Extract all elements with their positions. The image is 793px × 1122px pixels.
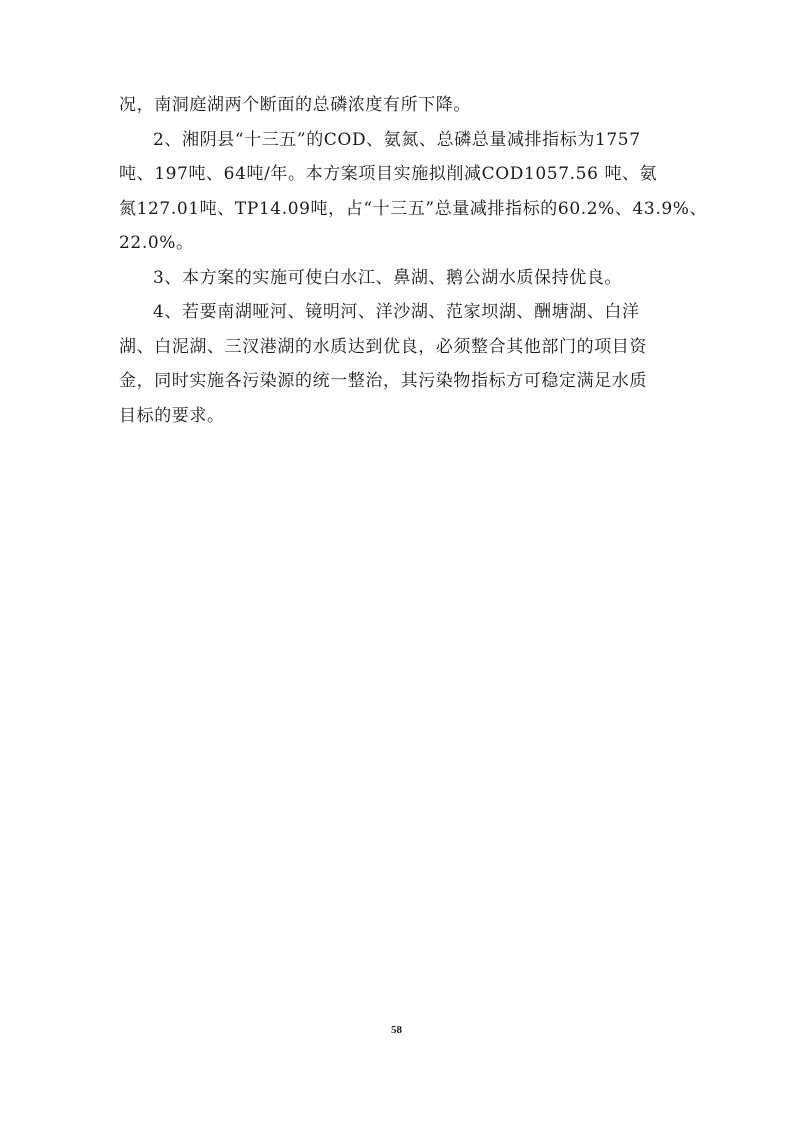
text-line: 22.0%。 <box>119 233 194 253</box>
text-line: 2、湘阴县“十三五”的COD、氨氮、总磷总量减排指标为1757 <box>153 129 641 150</box>
text-line: 金，同时实施各污染源的统一整治，其污染物指标方可稳定满足水质 <box>119 371 647 391</box>
page-number: 58 <box>391 1024 402 1036</box>
text-line: 3、本方案的实施可使白水江、鼻湖、鹅公湖水质保持优良。 <box>153 267 623 288</box>
text-line: 况，南洞庭湖两个断面的总磷浓度有所下降。 <box>119 95 471 115</box>
text-line: 氮127.01吨、TP14.09吨，占“十三五”总量减排指标的60.2%、43.9%、 <box>119 198 708 219</box>
body-text <box>119 88 708 433</box>
text-line: 目标的要求。 <box>119 405 225 426</box>
text-line: 4、若要南湖哑河、镜明河、洋沙湖、范家坝湖、酬塘湖、白洋 <box>153 302 640 322</box>
text-line: 吨、197吨、64吨/年。本方案项目实施拟削减COD1057.56 吨、氨 <box>119 164 658 184</box>
text-line: 湖、白泥湖、三汊港湖的水质达到优良，必须整合其他部门的项目资 <box>119 336 647 357</box>
